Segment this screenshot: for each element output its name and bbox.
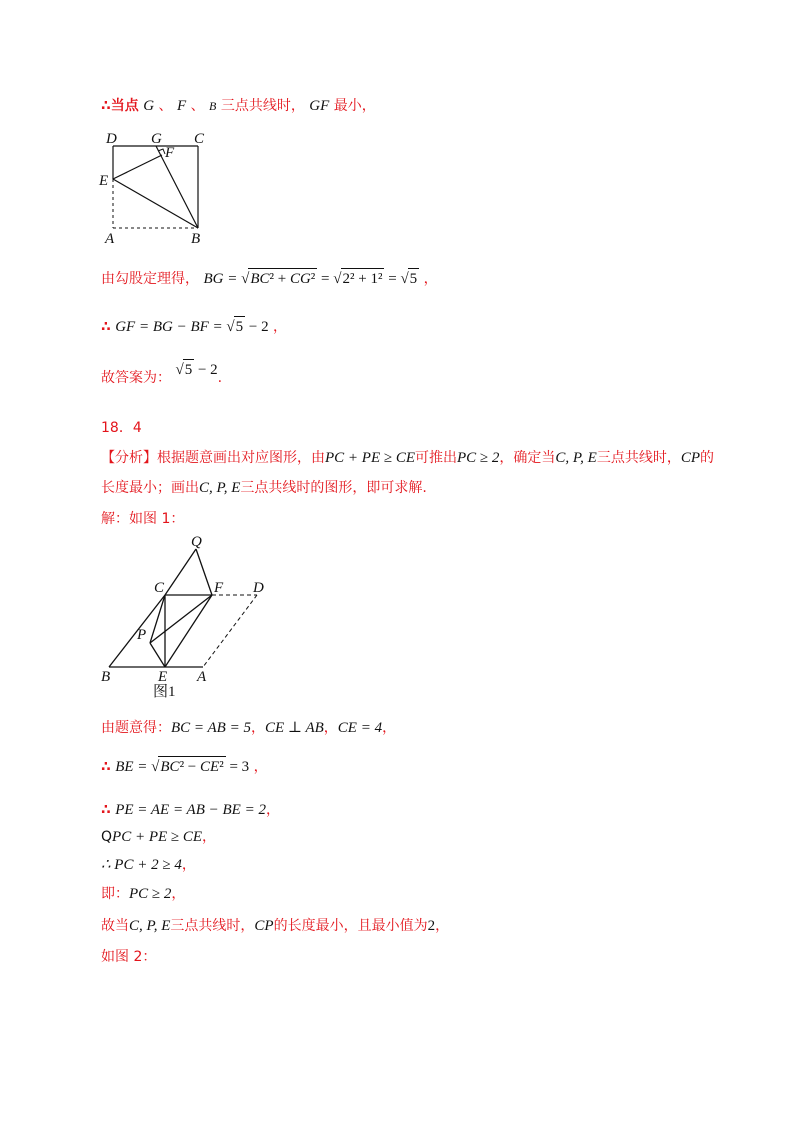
segment-cq <box>165 549 196 595</box>
given-line: 由题意得：BC = AB = 5，CE ⊥ AB，CE = 4， <box>101 720 397 736</box>
label-f: F <box>214 580 224 596</box>
label-d: D <box>253 580 264 596</box>
label-b: B <box>101 669 111 685</box>
analysis-line-2: 长度最小；画出C, P, E三点共线时的图形，即可求解. <box>101 480 427 496</box>
parallelogram-figure <box>95 535 285 705</box>
segment-ef <box>165 595 212 667</box>
label-q: Q <box>191 534 202 550</box>
question-number: 18．4 <box>101 420 142 436</box>
label-e: E <box>99 173 109 189</box>
segment-pe <box>150 643 165 667</box>
conclusion-line: 故当C, P, E三点共线时，CP的长度最小，且最小值为2， <box>101 918 450 934</box>
statement-collinear-gfb: ∴当点 G 、 F 、 B 三点共线时， GF 最小， <box>101 98 376 114</box>
solution-figure-1-intro: 解：如图 1： <box>101 511 185 527</box>
label-g: G <box>151 131 162 147</box>
label-e: E <box>158 669 168 685</box>
segment-ef <box>113 155 162 179</box>
label-c: C <box>194 131 205 147</box>
analysis-line-1: 【分析】根据题意画出对应图形，由PC + PE ≥ CE可推出PC ≥ 2，确定当C, P, E三点共线时，CP的 <box>101 450 714 466</box>
segment-da-dashed <box>203 595 257 667</box>
label-d: D <box>106 131 117 147</box>
label-a: A <box>197 669 207 685</box>
figure-caption: 图1 <box>153 684 176 700</box>
pythagoras-line: 由勾股定理得， BG = √BC² + CG² = √2² + 1² = √5 ， <box>101 268 438 289</box>
pe-computation-line: ∴ PE = AE = AB − BE = 2， <box>101 802 280 818</box>
label-f: F <box>165 145 175 161</box>
answer-line: 故答案为： √5 − 2. <box>101 367 222 388</box>
result-inequality-line: 即：PC ≥ 2， <box>101 886 186 902</box>
label-c: C <box>154 580 165 596</box>
segment-cp <box>150 595 165 643</box>
label-b: B <box>191 231 201 247</box>
inequality-line: QPC + PE ≥ CE， <box>101 829 217 845</box>
gf-computation-line: ∴ GF = BG − BF = √5 − 2 ， <box>101 316 287 337</box>
square-figure <box>95 128 215 248</box>
label-a: A <box>105 231 115 247</box>
inequality-substitution-line: ∴ PC + 2 ≥ 4， <box>101 857 196 873</box>
be-computation-line: ∴ BE = √BC² − CE² = 3 ， <box>101 756 268 777</box>
label-p: P <box>137 627 147 643</box>
solution-figure-2-intro: 如图 2： <box>101 949 157 965</box>
segment-qf <box>196 549 212 595</box>
